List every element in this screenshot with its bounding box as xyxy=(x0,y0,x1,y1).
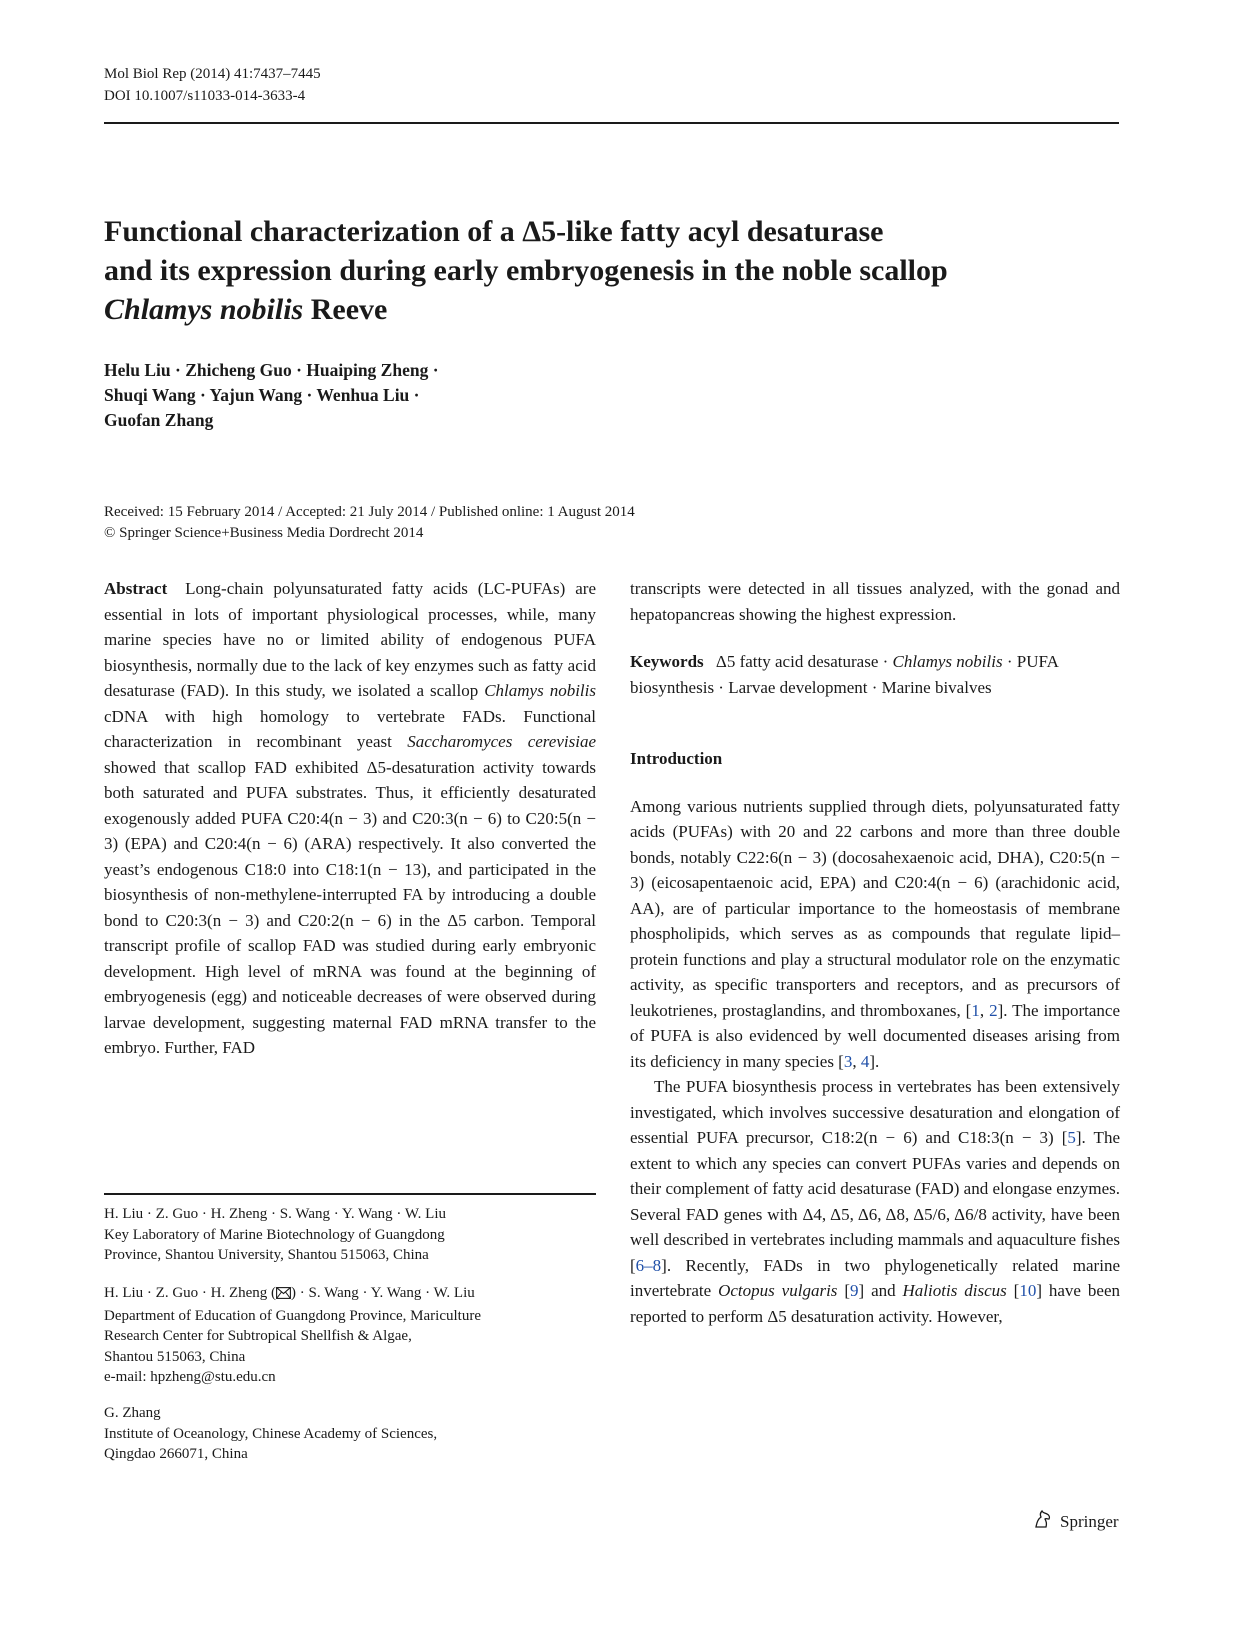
authors-line-2: Shuqi Wang · Yajun Wang · Wenhua Liu · xyxy=(104,385,420,405)
journal-citation: Mol Biol Rep (2014) 41:7437–7445 xyxy=(104,66,321,82)
section-heading-introduction: Introduction xyxy=(630,749,723,768)
right-column xyxy=(630,576,1120,1329)
title-authority: Reeve xyxy=(310,293,388,326)
citation-link[interactable]: 3 xyxy=(843,1051,853,1071)
abstract-column xyxy=(104,576,596,1061)
intro-paragraph-2: The PUFA biosynthesis process in vertebrates has been extensively investigated, which involves successive desaturation and elongation of essential PUFA precursor, C18:2(n − 6) and C18:3(n − 3) [5]. The extent to which any species can convert PUFAs varies and depends on their complement of fatty acid desaturase (FAD) and elongase enzymes. Several FAD genes with Δ4, Δ5, Δ6, Δ8, Δ5/6, Δ6/8 activity, have been well described in vertebrates including mammals and aquaculture fishes [6–8]. Recently, FADs in two phylogenetically related marine invertebrate Octopus vulgaris [9] and Haliotis discus [10] have been reported to perform Δ5 desaturation activity. However, xyxy=(630,1077,1121,1326)
species-name: Saccharomyces cerevisiae xyxy=(407,732,596,751)
keywords-label: Keywords xyxy=(630,652,704,671)
citation-link[interactable]: 10 xyxy=(1019,1281,1037,1300)
email[interactable]: e-mail: hpzheng@stu.edu.cn xyxy=(104,1369,276,1385)
authors-line-3: Guofan Zhang xyxy=(104,410,214,430)
authors-line-1: Helu Liu · Zhicheng Guo · Huaiping Zheng · xyxy=(104,360,439,380)
citation-link[interactable]: 6–8 xyxy=(635,1255,662,1275)
title-species: Chlamys nobilis xyxy=(104,293,304,326)
title-line-2: and its expression during early embryogenesis in the noble scallop xyxy=(104,254,948,287)
abstract-continuation: transcripts were detected in all tissues analyzed, with the gonad and hepatopancreas showing the highest expression. xyxy=(630,579,1120,624)
affiliation-2: H. Liu · Z. Guo · H. Zheng ( ) · S. Wang · Y. Wang · W. Liu Department of Education of Guangdong Province, Mariculture Research Center for Subtropical Shellfish & Algae, Shantou 515063, China e-mail: hpzheng@stu.edu.cn xyxy=(104,1283,596,1388)
abstract-paragraph: Abstract Long-chain polyunsaturated fatty acids (LC-PUFAs) are essential in lots of important physiological processes, while, many marine species have no or limited ability of endogenous PUFA biosynthesis, normally due to the lack of key enzymes such as fatty acid desaturase (FAD). In this study, we isolated a scallop Chlamys nobilis cDNA with high homology to vertebrate FADs. Functional characterization in recombinant yeast Saccharomyces cerevisiae showed that scallop FAD exhibited Δ5-desaturation activity towards both saturated and PUFA substrates. Thus, it efficiently desaturated exogenously added PUFA C20:4(n − 3) and C20:3(n − 6) to C20:5(n − 3) (EPA) and C20:4(n − 6) (ARA) respectively. It also converted the yeast’s endogenous C18:0 into C18:1(n − 13), and participated in the biosynthesis of non-methylene-interrupted FA by introducing a double bond to C20:3(n − 3) and C20:2(n − 6) in the Δ5 carbon. Temporal transcript profile of scallop FAD was studied during early embryonic development. High level of mRNA was found at the beginning of embryogenesis (egg) and noticeable decreases of were observed during larvae development, suggesting maternal FAD mRNA transfer to the embryo. Further, FAD xyxy=(104,579,596,1057)
abstract-label: Abstract xyxy=(104,579,168,598)
citation-link[interactable]: 9 xyxy=(849,1281,859,1300)
keywords: Keywords Δ5 fatty acid desaturase · Chlamys nobilis · PUFA biosynthesis · Larvae development · Marine bivalves xyxy=(630,652,1059,697)
affiliation-1: H. Liu · Z. Guo · H. Zheng · S. Wang · Y. Wang · W. Liu Key Laboratory of Marine Biotechnology of Guangdong Province, Shantou University, Shantou 515063, China xyxy=(104,1206,446,1263)
citation-link[interactable]: 5 xyxy=(1067,1128,1076,1147)
citation-link[interactable]: 2 xyxy=(989,1000,998,1020)
footnote-rule xyxy=(104,1193,596,1195)
header-rule xyxy=(104,122,1119,124)
springer-horse-icon xyxy=(1032,1508,1054,1535)
copyright: © Springer Science+Business Media Dordrecht 2014 xyxy=(104,525,424,541)
publisher-name: Springer xyxy=(1060,1511,1119,1531)
title-line-3 xyxy=(104,290,1114,329)
species-name: Chlamys nobilis xyxy=(484,681,596,700)
citation-link[interactable]: 4 xyxy=(860,1051,870,1071)
history-dates: Received: 15 February 2014 / Accepted: 21 July 2014 / Published online: 1 August 2014 xyxy=(104,504,635,520)
intro-paragraph-1: Among various nutrients supplied through diets, polyunsaturated fatty acids (PUFAs) with 20 and 22 carbons and more than three double bonds, notably C22:6(n − 3) (docosahexaenoic acid, DHA), C20:5(n − 3) (eicosapentaenoic acid, EPA) and C20:4(n − 6) (arachidonic acid, AA), are of particular importance to the homeostasis of membrane phospholipids, which serves as as compounds that regulate lipid–protein functions and play a structural modulator role on the enzymatic activity, as specific transporters and receptors, and as precursors of leukotrienes, prostaglandins, and thromboxanes, [1, 2]. The importance of PUFA is also evidenced by well documented diseases arising from its deficiency in many species [3, 4]. xyxy=(630,796,1120,1071)
envelope-icon xyxy=(276,1285,291,1306)
publisher-mark xyxy=(1032,1508,1119,1535)
citation-link[interactable]: 1 xyxy=(971,1000,980,1020)
title-line-1: Functional characterization of a Δ5-like fatty acyl desaturase xyxy=(104,215,884,248)
doi: DOI 10.1007/s11033-014-3633-4 xyxy=(104,88,306,104)
publication-dates xyxy=(104,502,904,544)
author-list xyxy=(104,358,704,433)
article-title xyxy=(104,212,1114,329)
affiliation-3: G. Zhang Institute of Oceanology, Chinese Academy of Sciences, Qingdao 266071, China xyxy=(104,1405,438,1462)
